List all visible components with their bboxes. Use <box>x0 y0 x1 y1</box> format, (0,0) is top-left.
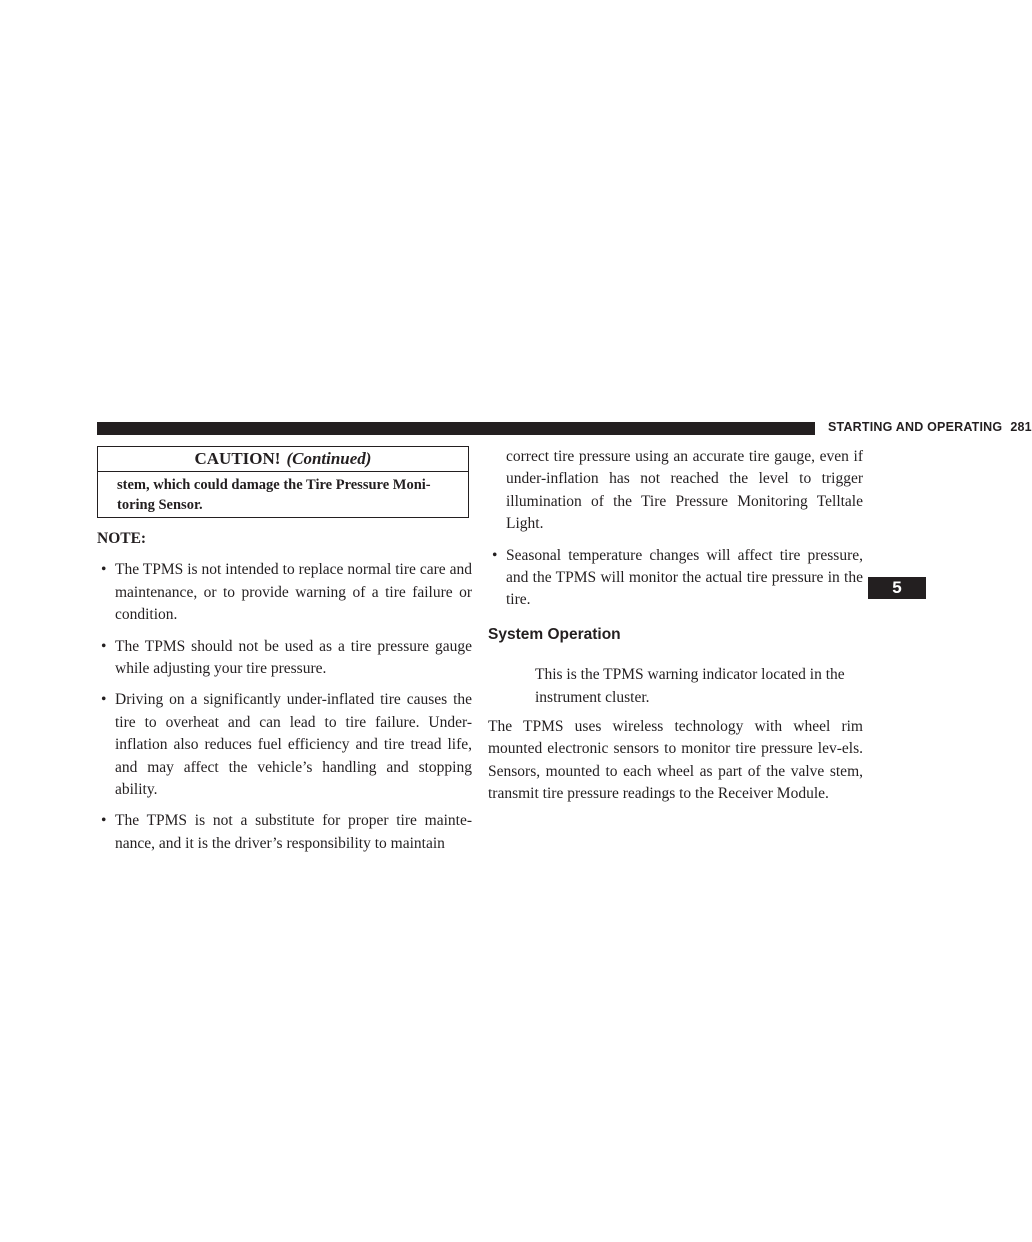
list-item: • The TPMS should not be used as a tire pressure gauge while adjusting your tire pressure. <box>97 636 472 681</box>
list-item: • Seasonal temperature changes will affect tire pressure, and the TPMS will monitor the actual tire pressure in the tire. <box>488 545 863 612</box>
running-header <box>828 420 1032 434</box>
chapter-tab: 5 <box>868 577 926 599</box>
header-rule <box>97 422 815 435</box>
section-name: STARTING AND OPERATING <box>828 420 1003 434</box>
note-bullet-list <box>97 559 472 855</box>
caution-body: stem, which could damage the Tire Pressure Moni-toring Sensor. <box>117 477 431 513</box>
section-heading: System Operation <box>488 625 621 643</box>
list-item: • Driving on a significantly under-inflated tire causes the tire to overheat and can lead to tire failure. Under-inflation also reduces fuel efficiency and tire tread life, and may affect the vehicle’s handling and stopping ability. <box>97 689 472 801</box>
indicator-description: This is the TPMS warning indicator located in the instrument cluster. <box>535 666 845 706</box>
seasonal-bullet-list <box>488 545 863 612</box>
bullet-continuation: correct tire pressure using an accurate tire gauge, even if under-inflation has not reached the level to trigger illumination of the Tire Pressure Monitoring Telltale Light. <box>506 448 863 533</box>
left-column <box>97 528 472 864</box>
tpms-warning-icon <box>488 664 528 704</box>
list-item: • The TPMS is not intended to replace normal tire care and maintenance, or to provide warning of a tire failure or condition. <box>97 559 472 626</box>
tpms-indicator-row <box>488 664 863 709</box>
note-label: NOTE: <box>97 530 147 547</box>
caution-header <box>98 447 468 472</box>
caution-title: CAUTION! <box>194 449 281 468</box>
list-item: • The TPMS is not a substitute for proper tire mainte-nance, and it is the driver’s responsibility to maintain <box>97 810 472 855</box>
caution-box <box>97 446 469 518</box>
operation-paragraph: The TPMS uses wireless technology with wheel rim mounted electronic sensors to monitor tire pressure lev-els. Sensors, mounted to each wheel as part of the valve stem, transmit tire pressure readings to the Receiver Module. <box>488 718 863 803</box>
right-column <box>488 446 863 806</box>
caution-continued: (Continued) <box>286 449 372 468</box>
page-number: 281 <box>1010 420 1032 434</box>
